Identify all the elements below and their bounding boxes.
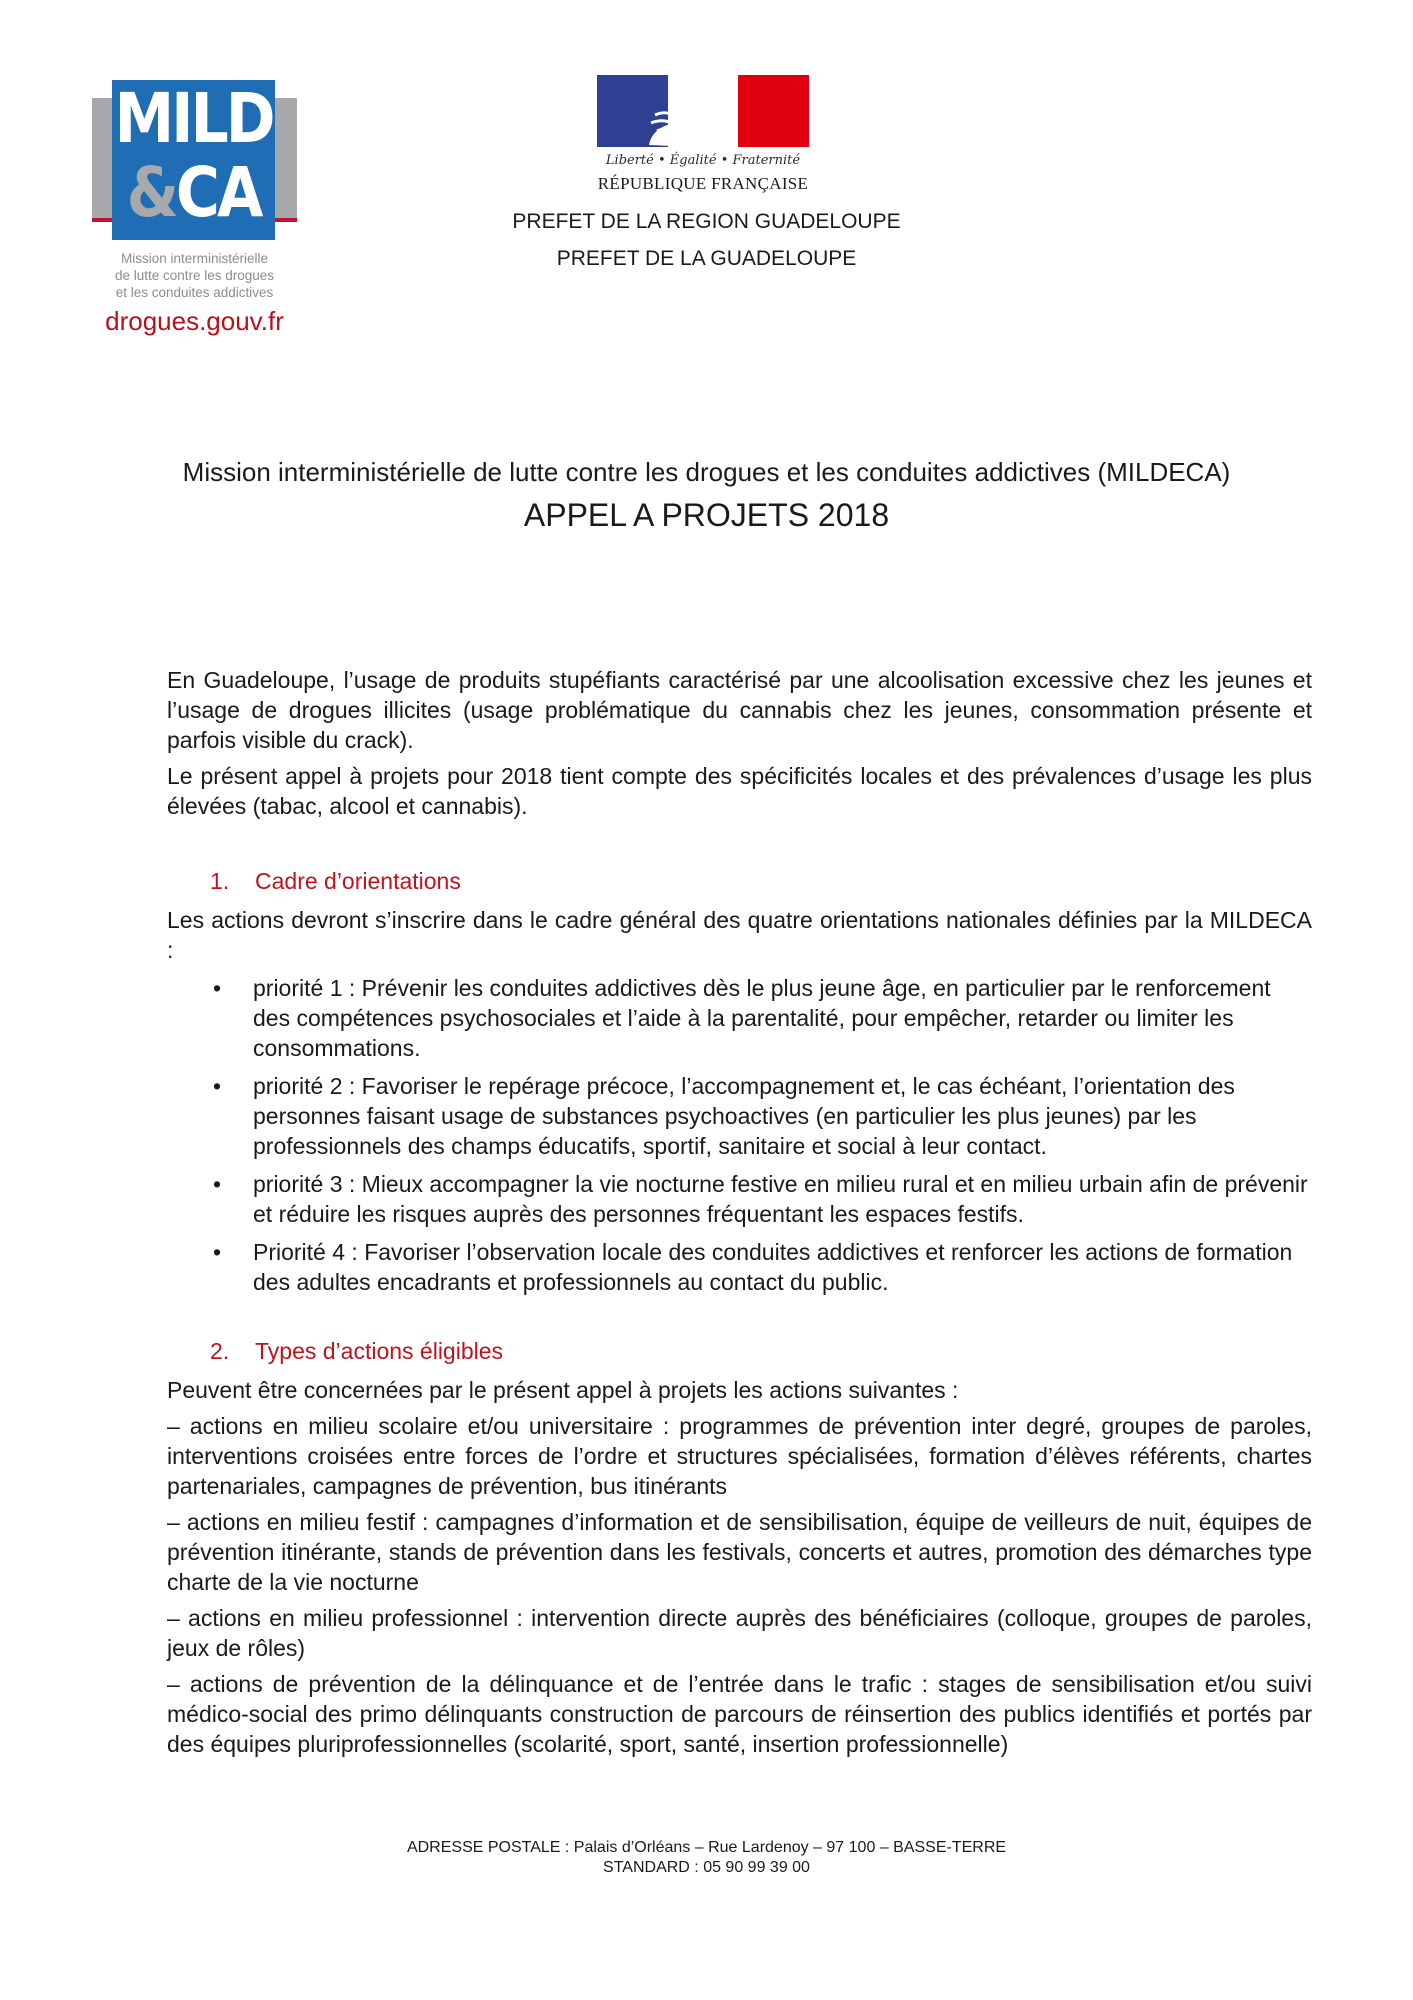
priority-text: priorité 3 : Mieux accompagner la vie nocturne festive en milieu rural et en milieu urbain afin de prévenir et réduire les risques auprès des personnes fréquentant les espaces festifs. <box>253 1171 1308 1227</box>
marianne-profile-icon <box>637 75 767 147</box>
section-intro-text: Les actions devront s’inscrire dans le cadre général des quatre orientations nationales définies par la MILDECA : <box>167 907 1312 963</box>
republique-name: RÉPUBLIQUE FRANÇAISE <box>597 174 809 193</box>
section-heading-cadre <box>210 868 461 895</box>
logo-grey-bar-left <box>92 98 114 218</box>
bullet-icon: • <box>213 975 222 1001</box>
section-2-body <box>167 1375 1312 1765</box>
section-title: Types d’actions éligibles <box>255 1338 504 1364</box>
section-title: Cadre d’orientations <box>255 868 461 894</box>
bullet-icon: • <box>213 1171 222 1197</box>
document-subtitle: Mission interministérielle de lutte contre les drogues et les conduites addictives (MILDECA) <box>182 457 1231 487</box>
prefet-region-line: PREFET DE LA REGION GUADELOUPE <box>512 210 901 233</box>
prefet-line: PREFET DE LA GUADELOUPE <box>556 247 857 270</box>
section-heading-types <box>210 1338 503 1365</box>
priority-text: priorité 2 : Favoriser le repérage précoce, l’accompagnement et, le cas échéant, l’orientation des personnes faisant usage de substances psychoactives (en particulier les plus jeunes) par les professionnels des champs éducatifs, sportif, sanitaire et social à leur contact. <box>253 1073 1235 1159</box>
list-item <box>205 973 1310 1063</box>
logo-ampersand: & <box>126 152 176 234</box>
footer <box>0 1838 1413 1878</box>
list-item <box>205 1071 1310 1161</box>
logo-ca: CA <box>175 152 261 234</box>
logo-website: drogues.gouv.fr <box>105 306 284 336</box>
action-item: – actions en milieu professionnel : intervention directe auprès des bénéficiaires (colloque, groupes de paroles, jeux de rôles) <box>167 1605 1312 1661</box>
section-intro <box>167 905 1312 971</box>
action-item: – actions en milieu scolaire et/ou universitaire : programmes de prévention inter degré, groupes de paroles, interventions croisées entre forces de l’ordre et structures spécialisées, formation d’élèves référents, chartes partenariales, campagnes de prévention, bus itinérants <box>167 1413 1312 1499</box>
footer-address: ADRESSE POSTALE : Palais d’Orléans – Rue Lardenoy – 97 100 – BASSE-TERRE <box>406 1839 1007 1856</box>
republique-motto: Liberté • Égalité • Fraternité <box>605 153 801 168</box>
logo-tagline-line: de lutte contre les drogues <box>114 268 275 283</box>
priority-text: Priorité 4 : Favoriser l’observation locale des conduites addictives et renforcer les actions de formation des adultes encadrants et professionnels au contact du public. <box>253 1239 1293 1295</box>
bullet-icon: • <box>213 1073 222 1099</box>
list-item <box>205 1169 1310 1229</box>
logo-tagline-line: Mission interministérielle <box>120 251 269 266</box>
section-intro-text: Peuvent être concernées par le présent appel à projets les actions suivantes : <box>167 1377 959 1403</box>
intro-section <box>167 665 1312 827</box>
intro-paragraph: En Guadeloupe, l’usage de produits stupéfiants caractérisé par une alcoolisation excessive chez les jeunes et l’usage de drogues illicites (usage problématique du cannabis chez les jeunes, consommation présente et parfois visible du crack). <box>167 667 1312 753</box>
republique-francaise-logo <box>597 75 809 200</box>
document-title: APPEL A PROJETS 2018 <box>523 497 890 533</box>
logo-grey-bar-right <box>275 98 297 218</box>
action-item: – actions en milieu festif : campagnes d’information et de sensibilisation, équipe de veilleurs de nuit, équipes de prévention itinérante, stands de prévention dans les festivals, concerts et autres, promotion des démarches type charte de la vie nocturne <box>167 1509 1312 1595</box>
marianne-flag-icon <box>597 75 809 147</box>
section-number: 2. <box>210 1338 230 1364</box>
logo-tagline-line: et les conduites addictives <box>115 285 274 300</box>
action-item: – actions de prévention de la délinquance et de l’entrée dans le trafic : stages de sensibilisation et/ou suivi médico-social des primo délinquants construction de parcours de réinsertion des publics identifiés et portés par des équipes pluriprofessionnelles (scolarité, sport, santé, insertion professionnelle) <box>167 1671 1312 1757</box>
priorities-list <box>205 973 1310 1305</box>
bullet-icon: • <box>213 1239 222 1265</box>
intro-paragraph: Le présent appel à projets pour 2018 tient compte des spécificités locales et des prévalences d’usage les plus élevées (tabac, alcool et cannabis). <box>167 763 1312 819</box>
section-number: 1. <box>210 868 230 894</box>
footer-phone: STANDARD : 05 90 99 39 00 <box>603 1859 810 1876</box>
priority-text: priorité 1 : Prévenir les conduites addictives dès le plus jeune âge, en particulier par le renforcement des compétences psychosociales et l’aide à la parentalité, pour empêcher, retarder ou limiter les consommations. <box>253 975 1271 1061</box>
logo-mild-text: MILD <box>114 78 273 160</box>
list-item <box>205 1237 1310 1297</box>
